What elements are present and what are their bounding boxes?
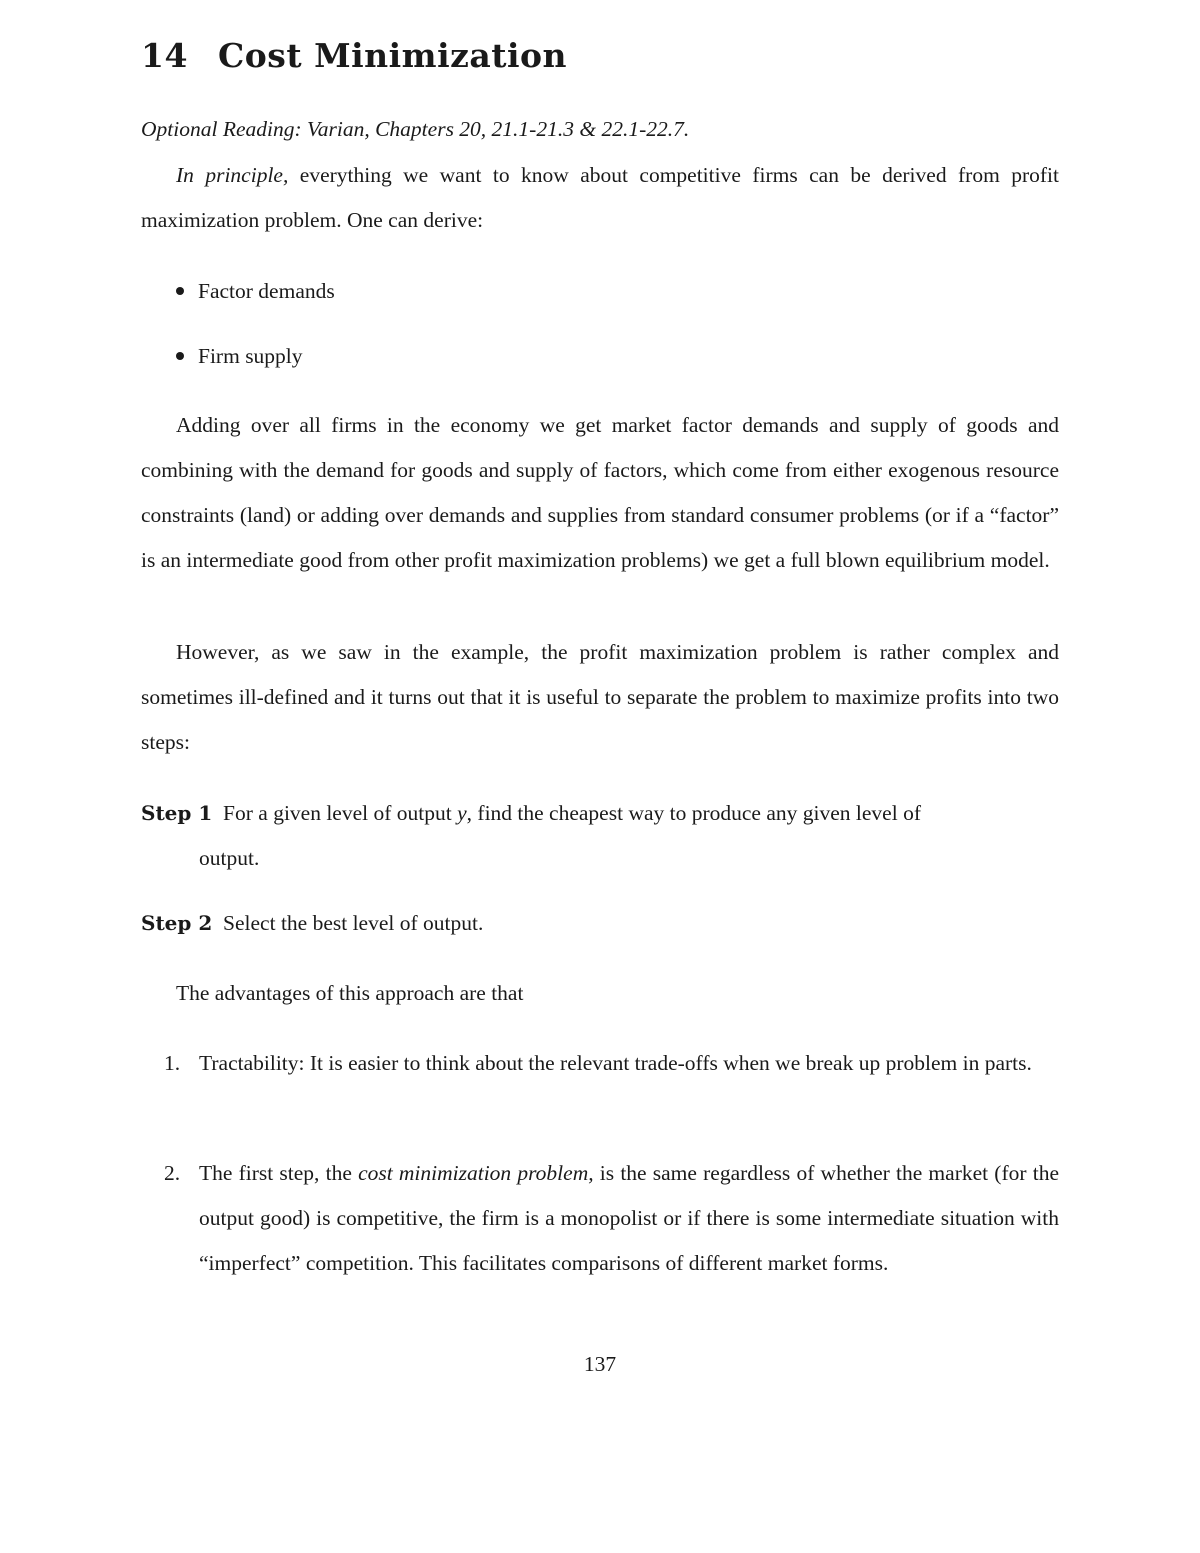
step-continuation: output. bbox=[199, 846, 260, 870]
item-emphasis: cost minimization problem, bbox=[358, 1161, 594, 1185]
bullet-item bbox=[176, 334, 303, 379]
optional-reading: Optional Reading: Varian, Chapters 20, 21.1-21.3 & 22.1-22.7. bbox=[141, 117, 690, 141]
step-label: Step 2 bbox=[141, 911, 213, 935]
advantages-intro: The advantages of this approach are that bbox=[176, 981, 524, 1005]
item-text-before: The first step, the bbox=[199, 1161, 359, 1185]
section-heading bbox=[141, 36, 567, 75]
page-number: 137 bbox=[583, 1352, 617, 1376]
paragraph-adding: Adding over all firms in the economy we get market factor demands and supply of goods and combining with the demand for goods and supply of factors, which come from either exogenous resource constraints (land) or adding over demands and supplies from standard consumer problems (or if a “factor” is an intermediate good from other profit maximization problems) we get a full blown equilibrium model. bbox=[141, 413, 1059, 572]
intro-text: everything we want to know about competitive firms can be derived from profit maximization problem. One can derive: bbox=[141, 163, 1059, 232]
step-variable: y bbox=[457, 801, 467, 825]
step-2 bbox=[141, 901, 1059, 946]
paragraph-however: However, as we saw in the example, the profit maximization problem is rather complex and sometimes ill-defined and it turns out that it is useful to separate the problem to maximize profits into two steps: bbox=[141, 640, 1059, 754]
section-title: Cost Minimization bbox=[218, 36, 568, 75]
step-label: Step 1 bbox=[141, 801, 213, 825]
bullet-item bbox=[176, 269, 335, 314]
step-text: Select the best level of output. bbox=[223, 911, 484, 935]
item-text-after: is the same regardless of whether the market (for the output good) is competitive, the firm is a monopolist or if there is some intermediate situation with “imperfect” competition. This facilitates comparisons of different market forms. bbox=[199, 1161, 1059, 1275]
item-text bbox=[199, 1151, 1059, 1286]
step-1 bbox=[141, 791, 1059, 881]
item-number: 2. bbox=[164, 1161, 181, 1185]
item-number: 1. bbox=[164, 1051, 181, 1075]
item-text: Tractability: It is easier to think about the relevant trade-offs when we break up problem in parts. bbox=[199, 1051, 1032, 1075]
bullet-icon bbox=[176, 352, 184, 360]
section-number: 14 bbox=[141, 36, 188, 75]
bullet-text: Factor demands bbox=[198, 279, 335, 303]
advantage-item bbox=[164, 1151, 1059, 1286]
advantage-item bbox=[164, 1041, 1059, 1086]
step-text-before: For a given level of output bbox=[223, 801, 458, 825]
bullet-text: Firm supply bbox=[198, 344, 303, 368]
intro-emphasis: In principle, bbox=[176, 163, 289, 187]
step-text-after: , find the cheapest way to produce any given level of bbox=[466, 801, 921, 825]
intro-paragraph bbox=[141, 153, 1059, 243]
bullet-icon bbox=[176, 287, 184, 295]
